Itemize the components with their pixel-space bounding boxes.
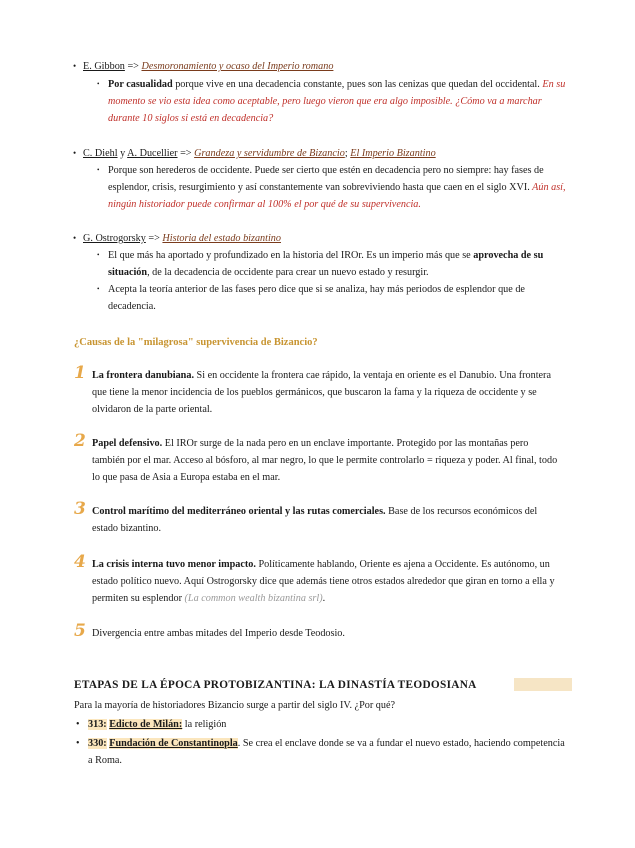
cause-title: Control marítimo del mediterráneo oriental y las rutas comerciales.: [92, 506, 386, 517]
point-text: Porque son herederos de occidente. Puede ser cierto que estén en decadencia pero no siempre: hay fases de esplendor, crisis, resurgimiento y así constantemente van sobreviviendo hasta que caen en el siglo XVI.: [108, 165, 544, 193]
historian-diehl-ducellier: [73, 145, 573, 162]
cause-title: La frontera danubiana.: [92, 370, 194, 381]
work-title: Grandeza y servidumbre de Bizancio: [194, 148, 345, 159]
arrow: =>: [148, 233, 160, 244]
separator: ;: [344, 148, 348, 159]
cause-item: [74, 621, 562, 642]
point-bold: Por casualidad: [108, 79, 173, 90]
cause-text: .: [322, 593, 326, 604]
cause-title: Papel defensivo.: [92, 438, 163, 449]
bullet-icon: •: [73, 233, 77, 243]
sub-bullet-icon: •: [97, 80, 100, 88]
point-note: Aún así, ningún historiador puede confirmar al 100% el por qué de su supervivencia.: [108, 182, 566, 210]
bullet-icon: •: [73, 148, 77, 158]
event-text: . Se crea el enclave donde se va a fundar el nuevo estado, haciendo competencia a Roma.: [88, 738, 565, 766]
cause-item: [74, 363, 562, 418]
historian-name: E. Gibbon: [83, 61, 125, 72]
conjunction: y: [120, 148, 126, 159]
historian-gibbon: [73, 58, 573, 75]
cause-number: 4: [74, 552, 86, 572]
work-title: Desmoronamiento y ocaso del Imperio romano: [141, 61, 334, 72]
event-title: Edicto de Milán:: [109, 719, 183, 730]
event-year: 330:: [88, 738, 107, 749]
bullet-icon: •: [73, 61, 77, 71]
point-note: En su momento se vio esta idea como aceptable, pero luego vieron que era algo imposible. ¿Cómo va a marchar durante 10 siglos si está en decadencia?: [108, 79, 566, 124]
point-bold: aprovecha de su situación: [108, 250, 544, 278]
event-year: 313:: [88, 719, 107, 730]
event-text: la religión: [182, 719, 227, 730]
causes-heading: ¿Causas de la "milagrosa" supervivencia de Bizancio?: [74, 337, 318, 348]
cause-text: Base de los recursos económicos del estado bizantino.: [92, 506, 538, 534]
section-intro: Para la mayoría de historiadores Bizancio surge a partir del siglo IV. ¿Por qué?: [74, 700, 395, 711]
historian-name: A. Ducellier: [127, 148, 178, 159]
cause-text: Políticamente hablando, Oriente es ajena a Occidente. Es autónomo, un estado político nuevo. Aquí Ostrogorsky dice que además tiene otros estados alrededor que giran en torno a ella y permiten su esplendor: [92, 559, 555, 604]
bullet-icon: •: [76, 738, 80, 749]
historian-ostrogorsky: [73, 230, 573, 247]
event-item: [76, 735, 568, 769]
gibbon-point: [97, 76, 566, 127]
cause-note: (La common wealth bizantina srl): [181, 593, 323, 604]
historian-name: C. Diehl: [83, 148, 118, 159]
sub-bullet-icon: •: [97, 285, 100, 293]
section-heading: ETAPAS DE LA ÉPOCA PROTOBIZANTINA: LA DINASTÍA TEODOSIANA: [74, 679, 477, 691]
point-text: El que más ha aportado y profundizado en la historia del IROr. Es un imperio más que se: [108, 250, 474, 261]
cause-number: 5: [74, 621, 86, 641]
cause-item: [74, 431, 562, 486]
cause-number: 3: [74, 499, 86, 519]
event-title: Fundación de Constantinopla: [109, 738, 238, 749]
ostrogorsky-point-1: [97, 247, 566, 281]
cause-text: El IROr surge de la nada pero en un enclave importante. Protegido por las montañas pero también por el mar. Acceso al bósforo, al mar negro, lo que le permite controlarlo = riqueza y poder. Al final, todo lo que pasa de Asia a Europa estaba en el mar.: [92, 438, 558, 483]
cause-number: 1: [74, 363, 86, 383]
arrow: =>: [180, 148, 192, 159]
cause-number: 2: [74, 431, 86, 451]
cause-item: [74, 499, 562, 537]
work-title: El Imperio Bizantino: [350, 148, 436, 159]
point-text: Acepta la teoría anterior de las fases pero dice que si se analiza, hay más periodos de esplendor que de decadencia.: [108, 284, 525, 312]
historian-name: G. Ostrogorsky: [83, 233, 146, 244]
diehl-point: [97, 162, 566, 213]
cause-text: Si en occidente la frontera cae rápido, la ventaja en oriente es el Danubio. Una frontera que tiene la menor incidencia de los pueblos germánicos, que buscaron la fama y la riqueza de occidente y se olvidaron de la parte oriental.: [92, 370, 551, 415]
heading-highlight-bar: [514, 678, 572, 691]
bullet-icon: •: [76, 719, 80, 730]
cause-title: La crisis interna tuvo menor impacto.: [92, 559, 256, 570]
work-title: Historia del estado bizantino: [162, 233, 281, 244]
arrow: =>: [127, 61, 139, 72]
point-text: , de la decadencia de occidente para crear un nuevo estado y resurgir.: [147, 267, 429, 278]
point-text: porque vive en una decadencia constante, pues son las cenizas que quedan del occidental.: [172, 79, 540, 90]
cause-item: [74, 552, 562, 607]
ostrogorsky-point-2: [97, 281, 566, 315]
sub-bullet-icon: •: [97, 251, 100, 259]
cause-text: Divergencia entre ambas mitades del Imperio desde Teodosio.: [92, 628, 345, 639]
event-item: [76, 716, 568, 733]
sub-bullet-icon: •: [97, 166, 100, 174]
